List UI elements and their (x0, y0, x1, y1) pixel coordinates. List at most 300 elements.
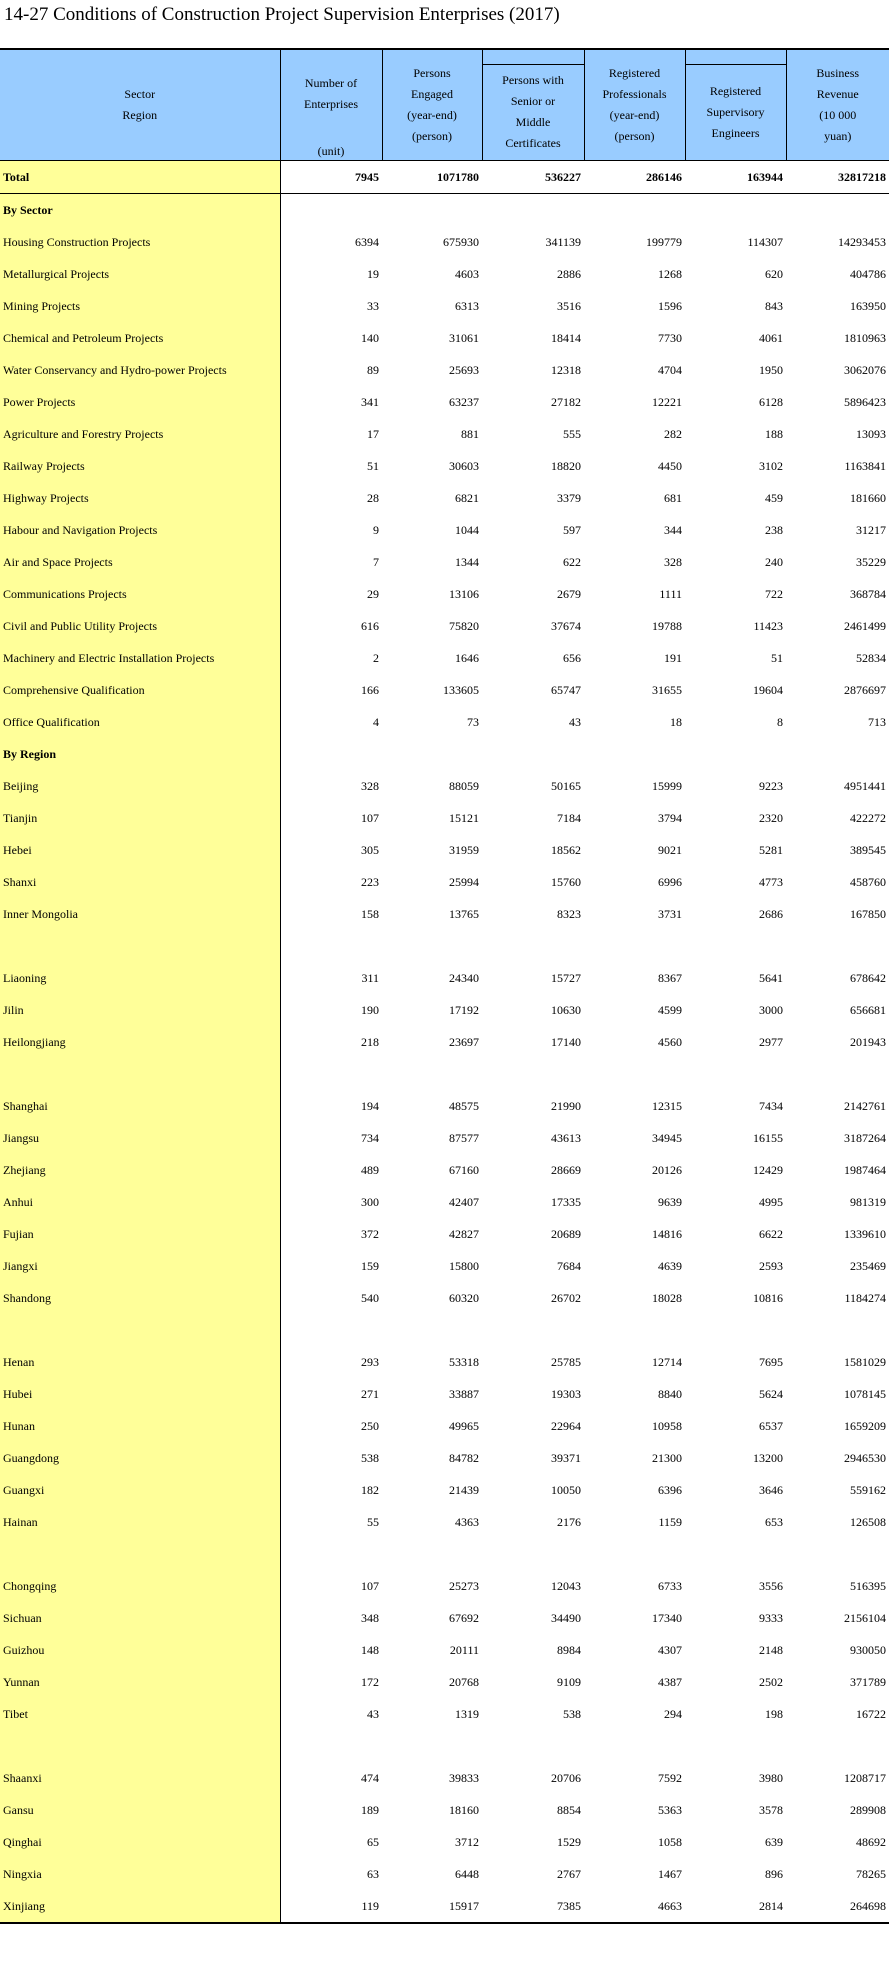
cell-value: 930050 (850, 1642, 886, 1657)
column-header-line: (year-end) (407, 107, 457, 122)
cell-value: 28 (367, 490, 379, 505)
cell-value (685, 1058, 786, 1090)
cell-value: 17335 (551, 1194, 581, 1209)
cell-value: 8984 (557, 1642, 581, 1657)
row-label: Habour and Navigation Projects (0, 514, 280, 546)
cell-value: 87577 (449, 1130, 479, 1145)
column-header-supervisory-engineers (685, 49, 786, 160)
row-label: Hainan (0, 1506, 280, 1538)
cell-value: 1646 (455, 650, 479, 665)
column-header-line: Region (122, 107, 158, 122)
column-header-line: Senior or (510, 94, 556, 109)
cell-value: 4951441 (844, 778, 886, 793)
cell-value: 1659209 (844, 1418, 886, 1433)
cell-value: 201943 (850, 1034, 886, 1049)
cell-value: 48692 (856, 1834, 886, 1849)
table-row (0, 1570, 889, 1602)
cell-value: 328 (361, 778, 379, 793)
cell-value: 20768 (449, 1674, 479, 1689)
cell-value: 31217 (856, 522, 886, 537)
row-label: Beijing (0, 770, 280, 802)
table-row (0, 1282, 889, 1314)
cell-value (685, 1730, 786, 1762)
cell-value: 6733 (658, 1578, 682, 1593)
cell-value: 656 (563, 650, 581, 665)
cell-value: 15121 (449, 810, 479, 825)
table-row (0, 1090, 889, 1122)
cell-value: 3379 (557, 490, 581, 505)
cell-value: 2502 (759, 1674, 783, 1689)
row-label: Metallurgical Projects (0, 258, 280, 290)
table-row (0, 1634, 889, 1666)
column-header-line: Supervisory (706, 104, 765, 119)
cell-value: 2686 (759, 906, 783, 921)
row-label: Railway Projects (0, 450, 280, 482)
cell-value (382, 1314, 482, 1346)
cell-value: 15760 (551, 874, 581, 889)
cell-value: 29 (367, 586, 379, 601)
cell-value: 37674 (551, 618, 581, 633)
column-header-certificates (482, 49, 584, 160)
cell-value: 25785 (551, 1354, 581, 1369)
table-row (0, 834, 889, 866)
cell-value: 34490 (551, 1610, 581, 1625)
cell-value: 675930 (443, 234, 479, 249)
cell-value: 881 (461, 426, 479, 441)
row-label: Power Projects (0, 386, 280, 418)
row-label: Inner Mongolia (0, 898, 280, 930)
page-title: 14-27 Conditions of Construction Project Supervision Enterprises (2017) (4, 4, 560, 25)
cell-value: 114307 (747, 234, 783, 249)
cell-value: 9223 (759, 778, 783, 793)
cell-value: 18414 (551, 330, 581, 345)
cell-value: 536227 (482, 160, 584, 193)
row-label: Fujian (0, 1218, 280, 1250)
cell-value (685, 193, 786, 226)
cell-value: 7434 (759, 1098, 783, 1113)
cell-value: 6396 (658, 1482, 682, 1497)
cell-value (786, 1314, 889, 1346)
cell-value: 422272 (850, 810, 886, 825)
cell-value (786, 1538, 889, 1570)
column-header-enterprises (280, 49, 382, 160)
cell-value: 7684 (557, 1258, 581, 1273)
table-row (0, 866, 889, 898)
cell-value: 20689 (551, 1226, 581, 1241)
cell-value: 16722 (856, 1706, 886, 1721)
cell-value: 1344 (455, 554, 479, 569)
table-row (0, 290, 889, 322)
cell-value: 4639 (658, 1258, 682, 1273)
cell-value (382, 738, 482, 770)
section-row (0, 738, 889, 770)
spacer-row (0, 930, 889, 962)
row-label: Anhui (0, 1186, 280, 1218)
table-row (0, 642, 889, 674)
cell-value: 16155 (753, 1130, 783, 1145)
cell-value: 3794 (658, 810, 682, 825)
cell-value (482, 1538, 584, 1570)
cell-value: 341139 (545, 234, 581, 249)
cell-value: 194 (361, 1098, 379, 1113)
cell-value: 653 (765, 1514, 783, 1529)
cell-value: 49965 (449, 1418, 479, 1433)
table-row (0, 1346, 889, 1378)
cell-value: 20706 (551, 1770, 581, 1785)
cell-value: 20126 (652, 1162, 682, 1177)
cell-value: 2679 (557, 586, 581, 601)
cell-value: 11423 (753, 618, 783, 633)
cell-value: 53318 (449, 1354, 479, 1369)
cell-value: 250 (361, 1418, 379, 1433)
cell-value: 188 (765, 426, 783, 441)
cell-value: 15727 (551, 970, 581, 985)
cell-value: 282 (664, 426, 682, 441)
cell-value: 2176 (557, 1514, 581, 1529)
cell-value: 1950 (759, 362, 783, 377)
column-header-line: Middle (515, 115, 551, 130)
cell-value (382, 930, 482, 962)
cell-value: 981319 (850, 1194, 886, 1209)
cell-value: 43 (569, 714, 581, 729)
cell-value (584, 1314, 685, 1346)
table-row (0, 1122, 889, 1154)
cell-value: 22964 (551, 1418, 581, 1433)
cell-value (584, 1538, 685, 1570)
cell-value (482, 738, 584, 770)
cell-value: 13765 (449, 906, 479, 921)
cell-value: 311 (361, 970, 379, 985)
cell-value: 35229 (856, 554, 886, 569)
spacer-row (0, 1730, 889, 1762)
cell-value: 9021 (658, 842, 682, 857)
cell-value: 17192 (449, 1002, 479, 1017)
column-header-business-revenue (786, 49, 889, 160)
cell-value: 2 (373, 650, 379, 665)
cell-value: 722 (765, 586, 783, 601)
cell-value: 14816 (652, 1226, 682, 1241)
row-label (0, 1730, 280, 1762)
cell-value: 597 (563, 522, 581, 537)
row-label: Housing Construction Projects (0, 226, 280, 258)
cell-value: 13106 (449, 586, 479, 601)
column-header-line: Registered (608, 65, 661, 80)
cell-value (584, 738, 685, 770)
table-row (0, 1026, 889, 1058)
cell-value: 7695 (759, 1354, 783, 1369)
cell-value: 4061 (759, 330, 783, 345)
cell-value: 17140 (551, 1034, 581, 1049)
cell-value: 559162 (850, 1482, 886, 1497)
cell-value: 23697 (449, 1034, 479, 1049)
table-row (0, 1762, 889, 1794)
cell-value: 15999 (652, 778, 682, 793)
cell-value: 2148 (759, 1642, 783, 1657)
table-row (0, 1218, 889, 1250)
column-header-line: Engaged (411, 86, 453, 101)
cell-value: 3102 (759, 458, 783, 473)
table-row (0, 1378, 889, 1410)
cell-value: 555 (563, 426, 581, 441)
cell-value: 8840 (658, 1386, 682, 1401)
row-label: Jilin (0, 994, 280, 1026)
cell-value (584, 1730, 685, 1762)
cell-value: 65747 (551, 682, 581, 697)
row-label: Office Qualification (0, 706, 280, 738)
table-row (0, 1250, 889, 1282)
row-label: Xinjiang (0, 1890, 280, 1923)
cell-value (786, 1730, 889, 1762)
row-label: Gansu (0, 1794, 280, 1826)
cell-value: 42827 (449, 1226, 479, 1241)
cell-value: 126508 (850, 1514, 886, 1529)
cell-value: 9639 (658, 1194, 682, 1209)
row-label: Hebei (0, 834, 280, 866)
cell-value: 300 (361, 1194, 379, 1209)
table-row (0, 1666, 889, 1698)
cell-value: 17340 (652, 1610, 682, 1625)
cell-value (786, 738, 889, 770)
spacer-row (0, 1538, 889, 1570)
column-header-line: Revenue (816, 86, 859, 101)
cell-value: 73 (467, 714, 479, 729)
column-header-line: Enterprises (304, 97, 358, 112)
column-header-line: Business (816, 65, 860, 80)
cell-value: 30603 (449, 458, 479, 473)
table-row (0, 674, 889, 706)
cell-value (685, 930, 786, 962)
column-header-line: (person) (614, 128, 655, 143)
cell-value: 2977 (759, 1034, 783, 1049)
cell-value: 63 (367, 1866, 379, 1881)
cell-value (280, 1538, 382, 1570)
row-label: Zhejiang (0, 1154, 280, 1186)
cell-value: 1044 (455, 522, 479, 537)
section-row (0, 193, 889, 226)
row-label: Heilongjiang (0, 1026, 280, 1058)
row-label (0, 1314, 280, 1346)
cell-value: 13093 (856, 426, 886, 441)
cell-value: 25994 (449, 874, 479, 889)
cell-value: 286146 (584, 160, 685, 193)
cell-value: 2767 (557, 1866, 581, 1881)
cell-value: 616 (361, 618, 379, 633)
cell-value: 8 (777, 714, 783, 729)
table-row (0, 578, 889, 610)
row-label: Highway Projects (0, 482, 280, 514)
cell-value: 119 (280, 1890, 382, 1923)
row-label: By Region (0, 738, 280, 770)
cell-value: 3516 (557, 298, 581, 313)
cell-value: 896 (765, 1866, 783, 1881)
cell-value: 167850 (850, 906, 886, 921)
cell-value: 10050 (551, 1482, 581, 1497)
cell-value: 1987464 (844, 1162, 886, 1177)
cell-value: 516395 (850, 1578, 886, 1593)
row-label: Guangxi (0, 1474, 280, 1506)
cell-value: 372 (361, 1226, 379, 1241)
cell-value: 681 (664, 490, 682, 505)
cell-value (280, 193, 382, 226)
cell-value: 10958 (652, 1418, 682, 1433)
cell-value: 734 (361, 1130, 379, 1145)
cell-value (584, 193, 685, 226)
cell-value: 21300 (652, 1450, 682, 1465)
cell-value: 4995 (759, 1194, 783, 1209)
cell-value: 27182 (551, 394, 581, 409)
table-row (0, 898, 889, 930)
cell-value: 4663 (584, 1890, 685, 1923)
cell-value: 6537 (759, 1418, 783, 1433)
cell-value: 348 (361, 1610, 379, 1625)
cell-value (482, 193, 584, 226)
cell-value (382, 1058, 482, 1090)
cell-value: 6622 (759, 1226, 783, 1241)
cell-value: 2814 (685, 1890, 786, 1923)
cell-value: 39371 (551, 1450, 581, 1465)
row-label: Guangdong (0, 1442, 280, 1474)
table-row (0, 610, 889, 642)
cell-value: 17 (367, 426, 379, 441)
cell-value: 18 (670, 714, 682, 729)
row-label: Machinery and Electric Installation Projects (0, 642, 280, 674)
cell-value (280, 1730, 382, 1762)
row-label: Total (0, 160, 280, 193)
cell-value: 52834 (856, 650, 886, 665)
cell-value: 264698 (786, 1890, 889, 1923)
cell-value (482, 1058, 584, 1090)
table-row (0, 1186, 889, 1218)
cell-value: 3712 (455, 1834, 479, 1849)
table-row (0, 770, 889, 802)
table-row (0, 1698, 889, 1730)
cell-value: 42407 (449, 1194, 479, 1209)
total-row (0, 160, 889, 193)
column-header-line: Professionals (602, 86, 667, 101)
cell-value (786, 1058, 889, 1090)
row-label: Jiangxi (0, 1250, 280, 1282)
cell-value: 2593 (759, 1258, 783, 1273)
cell-value: 3556 (759, 1578, 783, 1593)
table-row (0, 1506, 889, 1538)
row-label: Yunnan (0, 1666, 280, 1698)
row-label: Chongqing (0, 1570, 280, 1602)
cell-value: 34945 (652, 1130, 682, 1145)
cell-value (280, 1058, 382, 1090)
cell-value: 60320 (449, 1290, 479, 1305)
statistics-table (0, 48, 889, 1924)
cell-value: 6313 (455, 298, 479, 313)
row-label: Jiangsu (0, 1122, 280, 1154)
cell-value: 6821 (455, 490, 479, 505)
cell-value: 344 (664, 522, 682, 537)
cell-value: 3731 (658, 906, 682, 921)
cell-value: 368784 (850, 586, 886, 601)
cell-value: 7945 (280, 160, 382, 193)
cell-value: 1058 (658, 1834, 682, 1849)
cell-value: 198 (765, 1706, 783, 1721)
cell-value: 5363 (658, 1802, 682, 1817)
cell-value (685, 738, 786, 770)
cell-value: 163944 (685, 160, 786, 193)
cell-value: 191 (664, 650, 682, 665)
cell-value: 458760 (850, 874, 886, 889)
table-row (0, 450, 889, 482)
cell-value: 218 (361, 1034, 379, 1049)
cell-value (786, 930, 889, 962)
cell-value: 4773 (759, 874, 783, 889)
cell-value: 240 (765, 554, 783, 569)
cell-value: 459 (765, 490, 783, 505)
cell-value: 3646 (759, 1482, 783, 1497)
cell-value: 540 (361, 1290, 379, 1305)
table-row (0, 1602, 889, 1634)
cell-value: 1596 (658, 298, 682, 313)
table-row (0, 514, 889, 546)
table-row (0, 546, 889, 578)
column-header-line: Persons (413, 65, 451, 80)
cell-value: 31655 (652, 682, 682, 697)
cell-value: 33887 (449, 1386, 479, 1401)
column-header-line: (person) (412, 128, 452, 143)
cell-value: 15800 (449, 1258, 479, 1273)
cell-value: 107 (361, 810, 379, 825)
cell-value: 21439 (449, 1482, 479, 1497)
column-header-registered-professionals (584, 49, 685, 160)
table-row (0, 1442, 889, 1474)
cell-value: 20111 (449, 1642, 479, 1657)
cell-value: 3000 (759, 1002, 783, 1017)
cell-value: 2886 (557, 266, 581, 281)
cell-value: 172 (361, 1674, 379, 1689)
cell-value: 271 (361, 1386, 379, 1401)
cell-value: 2876697 (844, 682, 886, 697)
cell-value: 182 (361, 1482, 379, 1497)
cell-value: 190 (361, 1002, 379, 1017)
row-label: Comprehensive Qualification (0, 674, 280, 706)
cell-value: 10630 (551, 1002, 581, 1017)
cell-value: 538 (563, 1706, 581, 1721)
cell-value (482, 1730, 584, 1762)
cell-value: 1078145 (844, 1386, 886, 1401)
cell-value: 305 (361, 842, 379, 857)
cell-value: 4307 (658, 1642, 682, 1657)
cell-value: 1163841 (844, 458, 886, 473)
row-label: Liaoning (0, 962, 280, 994)
cell-value: 1184274 (844, 1290, 886, 1305)
cell-value: 19 (367, 266, 379, 281)
table-row (0, 706, 889, 738)
row-label (0, 1058, 280, 1090)
cell-value: 12315 (652, 1098, 682, 1113)
cell-value: 28669 (551, 1162, 581, 1177)
table-row (0, 802, 889, 834)
table-row (0, 1410, 889, 1442)
cell-value: 3980 (759, 1770, 783, 1785)
table-row (0, 962, 889, 994)
table-row (0, 1858, 889, 1890)
cell-value: 371789 (850, 1674, 886, 1689)
cell-value: 4603 (455, 266, 479, 281)
cell-value (382, 1538, 482, 1570)
row-label: Air and Space Projects (0, 546, 280, 578)
cell-value: 9109 (557, 1674, 581, 1689)
cell-value: 1581029 (844, 1354, 886, 1369)
header-row (0, 49, 889, 160)
row-label: Agriculture and Forestry Projects (0, 418, 280, 450)
cell-value: 159 (361, 1258, 379, 1273)
cell-value: 9333 (759, 1610, 783, 1625)
